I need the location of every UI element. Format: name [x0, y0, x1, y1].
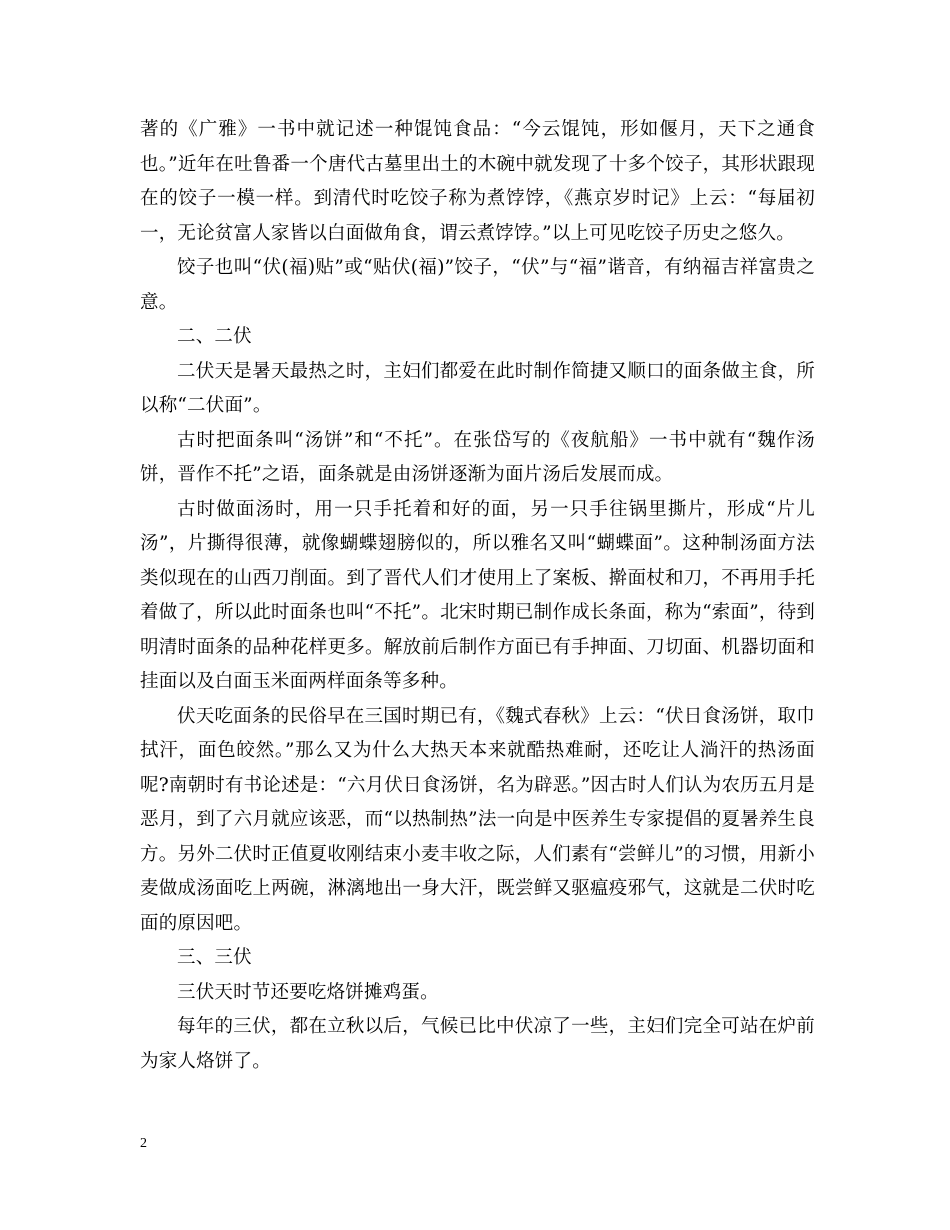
page-number: 2	[140, 1136, 147, 1151]
paragraph-2: 饺子也叫“伏(福)贴”或“贴伏(福)”饺子，“伏”与“福”谐音，有纳福吉祥富贵之意。	[140, 257, 815, 313]
document-body	[140, 113, 815, 1079]
section-heading-2: 二、二伏	[177, 326, 252, 347]
paragraph-5: 古时做面汤时，用一只手托着和好的面，另一只手往锅里撕片，形成“片儿汤”，片撕得很薄，就像蝴蝶翅膀似的，所以雅名又叫“蝴蝶面”。这种制汤面方法类似现在的山西刀削面。到了晋代人们才使用上了案板、擀面杖和刀，不再用手托着做了，所以此时面条也叫“不托”。北宋时期已制作成长条面，称为“索面”，待到明清时面条的品种花样更多。解放前后制作方面已有手抻面、刀切面、机器切面和挂面以及白面玉米面两样面条等多种。	[140, 498, 815, 692]
paragraph-6: 伏天吃面条的民俗早在三国时期已有，《魏式春秋》上云：“伏日食汤饼，取巾拭汗，面色皎然。”那么又为什么大热天本来就酷热难耐，还吃让人淌汗的热汤面呢?南朝时有书论述是：“六月伏日食汤饼，名为辟恶。”因古时人们认为农历五月是恶月，到了六月就应该恶，而“以热制热”法一向是中医养生专家提倡的夏暑养生良方。另外二伏时正值夏收刚结束小麦丰收之际，人们素有“尝鲜儿”的习惯，用新小麦做成汤面吃上两碗，淋漓地出一身大汗，既尝鲜又驱瘟疫邪气，这就是二伏时吃面的原因吧。	[140, 705, 815, 934]
paragraph-1: 著的《广雅》一书中就记述一种馄饨食品：“今云馄饨，形如偃月，天下之通食也。”近年在吐鲁番一个唐代古墓里出土的木碗中就发现了十多个饺子，其形状跟现在的饺子一模一样。到清代时吃饺子称为煮饽饽，《燕京岁时记》上云：“每届初一，无论贫富人家皆以白面做角食，谓云煮饽饽。”以上可见吃饺子历史之悠久。	[140, 119, 815, 244]
paragraph-8: 每年的三伏，都在立秋以后，气候已比中伏凉了一些，主妇们完全可站在炉前为家人烙饼了。	[140, 1016, 815, 1072]
paragraph-7: 三伏天时节还要吃烙饼摊鸡蛋。	[177, 981, 439, 1003]
paragraph-3: 二伏天是暑天最热之时，主妇们都爱在此时制作简捷又顺口的面条做主食，所以称“二伏面”。	[140, 360, 815, 416]
paragraph-4: 古时把面条叫“汤饼”和“不托”。在张岱写的《夜航船》一书中就有“魏作汤饼，晋作不托”之语，面条就是由汤饼逐渐为面片汤后发展而成。	[140, 429, 815, 485]
section-heading-3: 三、三伏	[177, 947, 252, 968]
